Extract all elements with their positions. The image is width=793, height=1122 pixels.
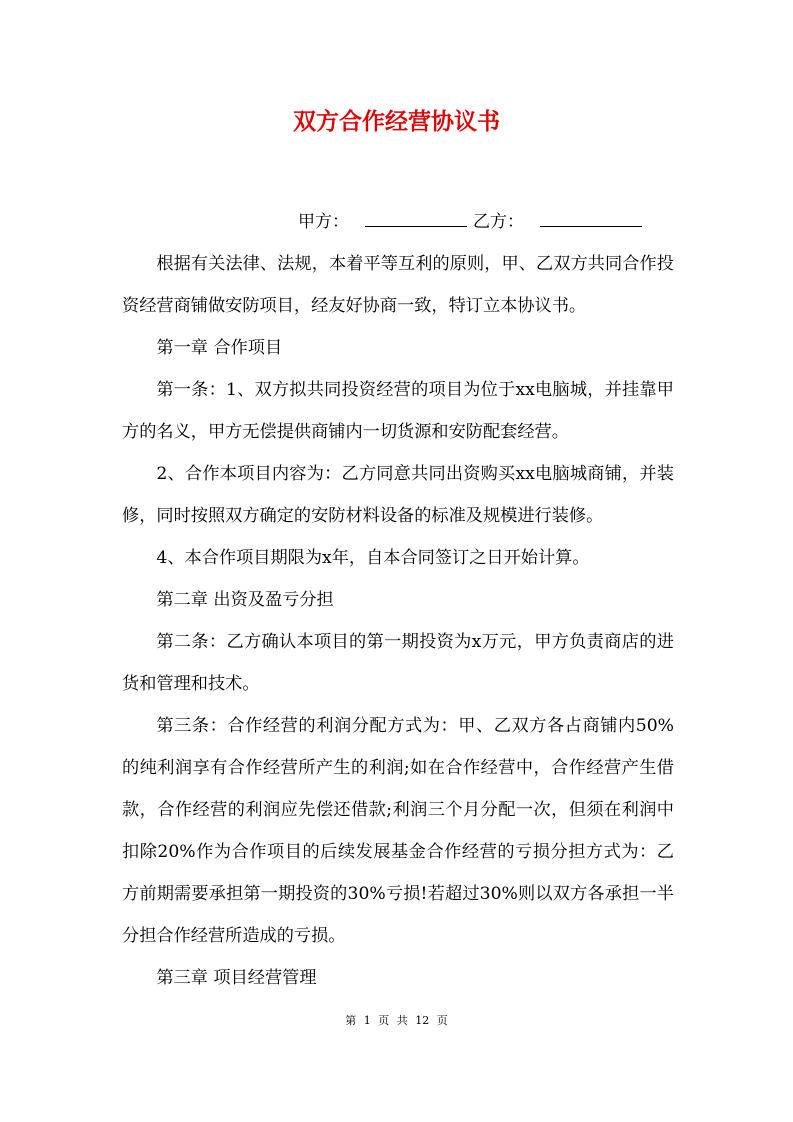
article-1-item-2: 2、合作本项目内容为：乙方同意共同出资购买xx电脑城商铺，并装修，同时按照双方确定的安防材料设备的标准及规模进行装修。 (122, 464, 674, 526)
paragraph-preamble: 根据有关法律、法规，本着平等互利的原则，甲、乙双方共同合作投资经营商铺做安防项目，经友好协商一致，特订立本协议书。 (122, 254, 674, 316)
chapter-2-heading: 第二章 出资及盈亏分担 (156, 590, 334, 610)
party-b-label: 乙方： (473, 212, 524, 232)
page-footer: 第 1 页 共 12 页 (345, 1014, 448, 1027)
article-1-item-4: 4、本合作项目期限为x年，自本合同签订之日开始计算。 (156, 548, 590, 568)
article-3: 第三条：合作经营的利润分配方式为：甲、乙双方各占商铺内50%的纯利润享有合作经营所产生的利润;如在合作经营中，合作经营产生借款，合作经营的利润应先偿还借款;利润三个月分配一次，但须在利润中扣除20%作为合作项目的后续发展基金合作经营的亏损分担方式为：乙方前期需要承担第一期投资的30%亏损!若超过30%则以双方各承担一半分担合作经营所造成的亏损。 (122, 716, 674, 946)
party-b-blank (540, 212, 642, 227)
party-a-blank (365, 212, 467, 227)
party-a-label: 甲方： (298, 212, 349, 232)
article-2: 第二条：乙方确认本项目的第一期投资为x万元，甲方负责商店的进货和管理和技术。 (122, 632, 674, 694)
chapter-3-heading: 第三章 项目经营管理 (156, 968, 317, 988)
parties-line (298, 207, 648, 232)
chapter-1-heading: 第一章 合作项目 (156, 338, 283, 358)
document-title: 双方合作经营协议书 (293, 108, 500, 135)
article-1-item-1: 第一条：1、双方拟共同投资经营的项目为位于xx电脑城，并挂靠甲方的名义，甲方无偿提供商铺内一切货源和安防配套经营。 (122, 380, 674, 442)
document-body (122, 243, 674, 999)
